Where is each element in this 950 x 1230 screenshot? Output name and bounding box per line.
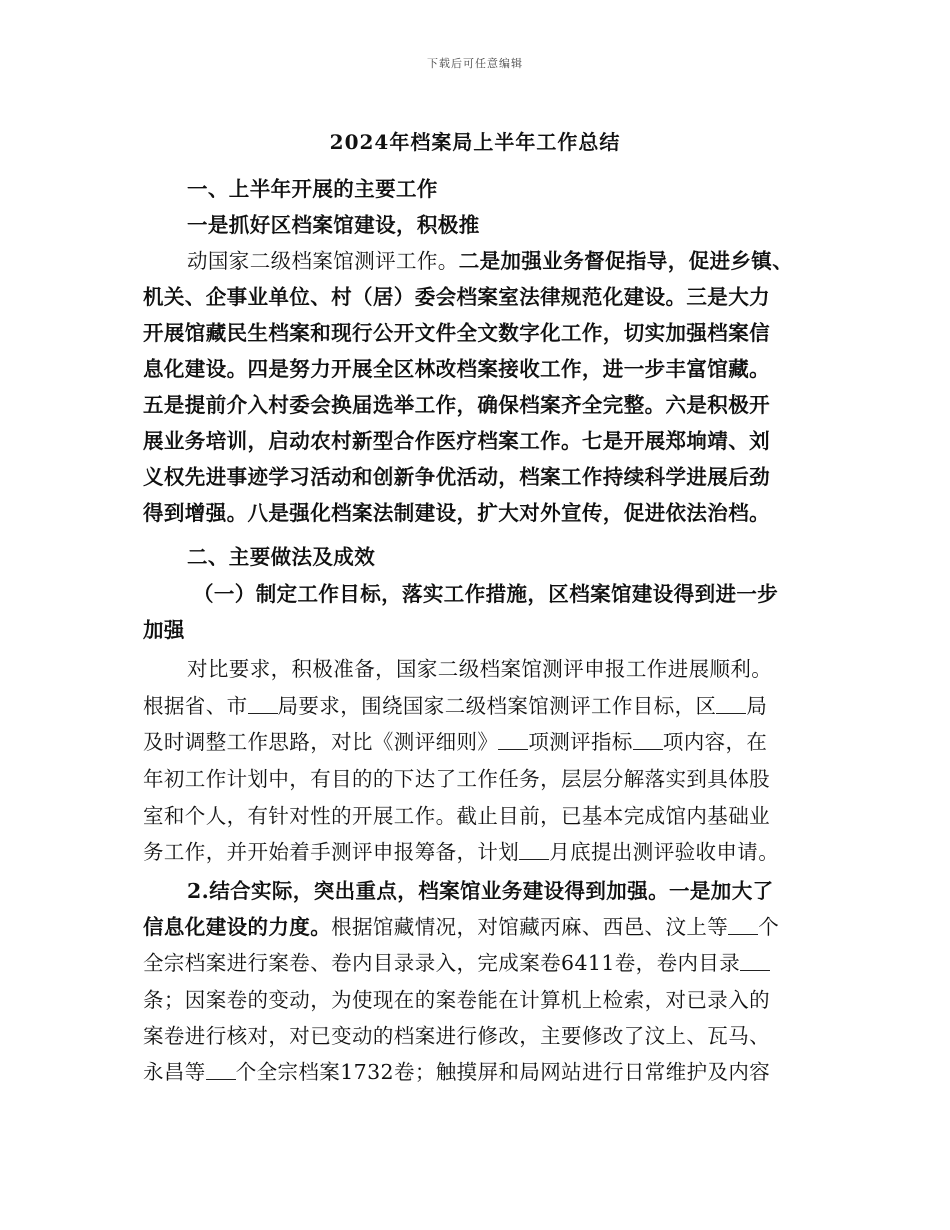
paragraph-line <box>143 1054 823 1090</box>
subheading-1: 一是抓好区档案馆建设，积极推 <box>187 213 480 237</box>
paragraph-line: 2.结合实际，突出重点，档案馆业务建设得到加强。一是加大了 <box>187 879 774 903</box>
fill-blank <box>633 731 663 750</box>
section-heading-1: 一、上半年开展的主要工作 <box>187 177 438 201</box>
fill-blank <box>498 731 528 750</box>
text-span: 月底提出测评验收申请。 <box>549 840 780 864</box>
text-span: 局 <box>746 694 768 718</box>
text-span: 永昌等 <box>143 1060 206 1084</box>
paragraph-line: 展业务培训，启动农村新型合作医疗档案工作。七是开展郑垧靖、刘 <box>143 429 770 453</box>
text-span: 及时调整工作思路，对比《测评细则》 <box>143 730 499 754</box>
paragraph-line: 条；因案卷的变动，为使现在的案卷能在计算机上检索，对已录入的 <box>143 988 770 1012</box>
paragraph-line: 对比要求，积极准备，国家二级档案馆测评申报工作进展顺利。 <box>187 657 773 681</box>
text-span: 全宗档案进行案卷、卷内目录录入，完成案卷6411卷，卷内目录 <box>143 951 741 975</box>
text-span: 项内容，在 <box>662 730 768 754</box>
text-span: 动国家二级档案馆测评工作。 <box>187 249 459 273</box>
paragraph-line: 五是提前介入村委会换届选举工作，确保档案齐全完整。六是积极开 <box>143 393 770 417</box>
paragraph-line <box>143 834 823 870</box>
fill-blank <box>206 1061 236 1080</box>
fill-blank <box>728 916 758 935</box>
text-span: 个 <box>758 915 780 939</box>
paragraph-line: 机关、企事业单位、村（居）委会档案室法律规范化建设。三是大力 <box>143 285 770 309</box>
fill-blank <box>248 695 278 714</box>
text-span: 局要求，围绕国家二级档案馆测评工作目标，区 <box>277 694 717 718</box>
paragraph-line: 案卷进行核对，对已变动的档案进行修改，主要修改了汶上、瓦马、 <box>143 1024 770 1048</box>
text-span: 根据省、市 <box>143 694 248 718</box>
text-span: 根据馆藏情况，对馆藏丙麻、西邑、汶上等 <box>331 915 729 939</box>
header-note: 下载后可任意编辑 <box>427 57 523 70</box>
fill-blank <box>519 841 549 860</box>
fill-blank <box>716 695 746 714</box>
paragraph-line <box>143 688 823 724</box>
paragraph-line: 义权先进事迹学习活动和创新争优活动，档案工作持续科学进展后劲 <box>143 465 770 489</box>
paragraph-line <box>143 909 823 945</box>
paragraph-line <box>143 724 823 760</box>
text-span: 项测评指标 <box>528 730 633 754</box>
paragraph-line: 得到增强。八是强化档案法制建设，扩大对外宣传，促进依法治档。 <box>143 501 770 525</box>
paragraph-line <box>143 945 823 981</box>
subsection-heading-line: （一）制定工作目标，落实工作措施，区档案馆建设得到进一步 <box>193 582 779 606</box>
paragraph-line: 开展馆藏民生档案和现行公开文件全文数字化工作，切实加强档案信 <box>143 321 770 345</box>
text-span-bold: 二是加强业务督促指导，促进乡镇、 <box>458 249 794 273</box>
text-span: 务工作，并开始着手测评申报筹备，计划 <box>143 840 520 864</box>
subsection-heading-line: 加强 <box>143 618 185 642</box>
paragraph-line: 息化建设。四是努力开展全区林改档案接收工作，进一步丰富馆藏。 <box>143 357 770 381</box>
paragraph-line: 室和个人，有针对性的开展工作。截止目前，已基本完成馆内基础业 <box>143 804 770 828</box>
fill-blank <box>740 952 770 971</box>
paragraph-line: 年初工作计划中，有目的的下达了工作任务，层层分解落实到具体股 <box>143 767 770 791</box>
text-span-bold: 信息化建设的力度。 <box>143 915 332 939</box>
document-title: 2024年档案局上半年工作总结 <box>329 130 621 154</box>
text-span: 个全宗档案1732卷；触摸屏和局网站进行日常维护及内容 <box>235 1060 771 1084</box>
paragraph-line <box>187 243 823 279</box>
section-heading-2: 二、主要做法及成效 <box>187 545 376 569</box>
